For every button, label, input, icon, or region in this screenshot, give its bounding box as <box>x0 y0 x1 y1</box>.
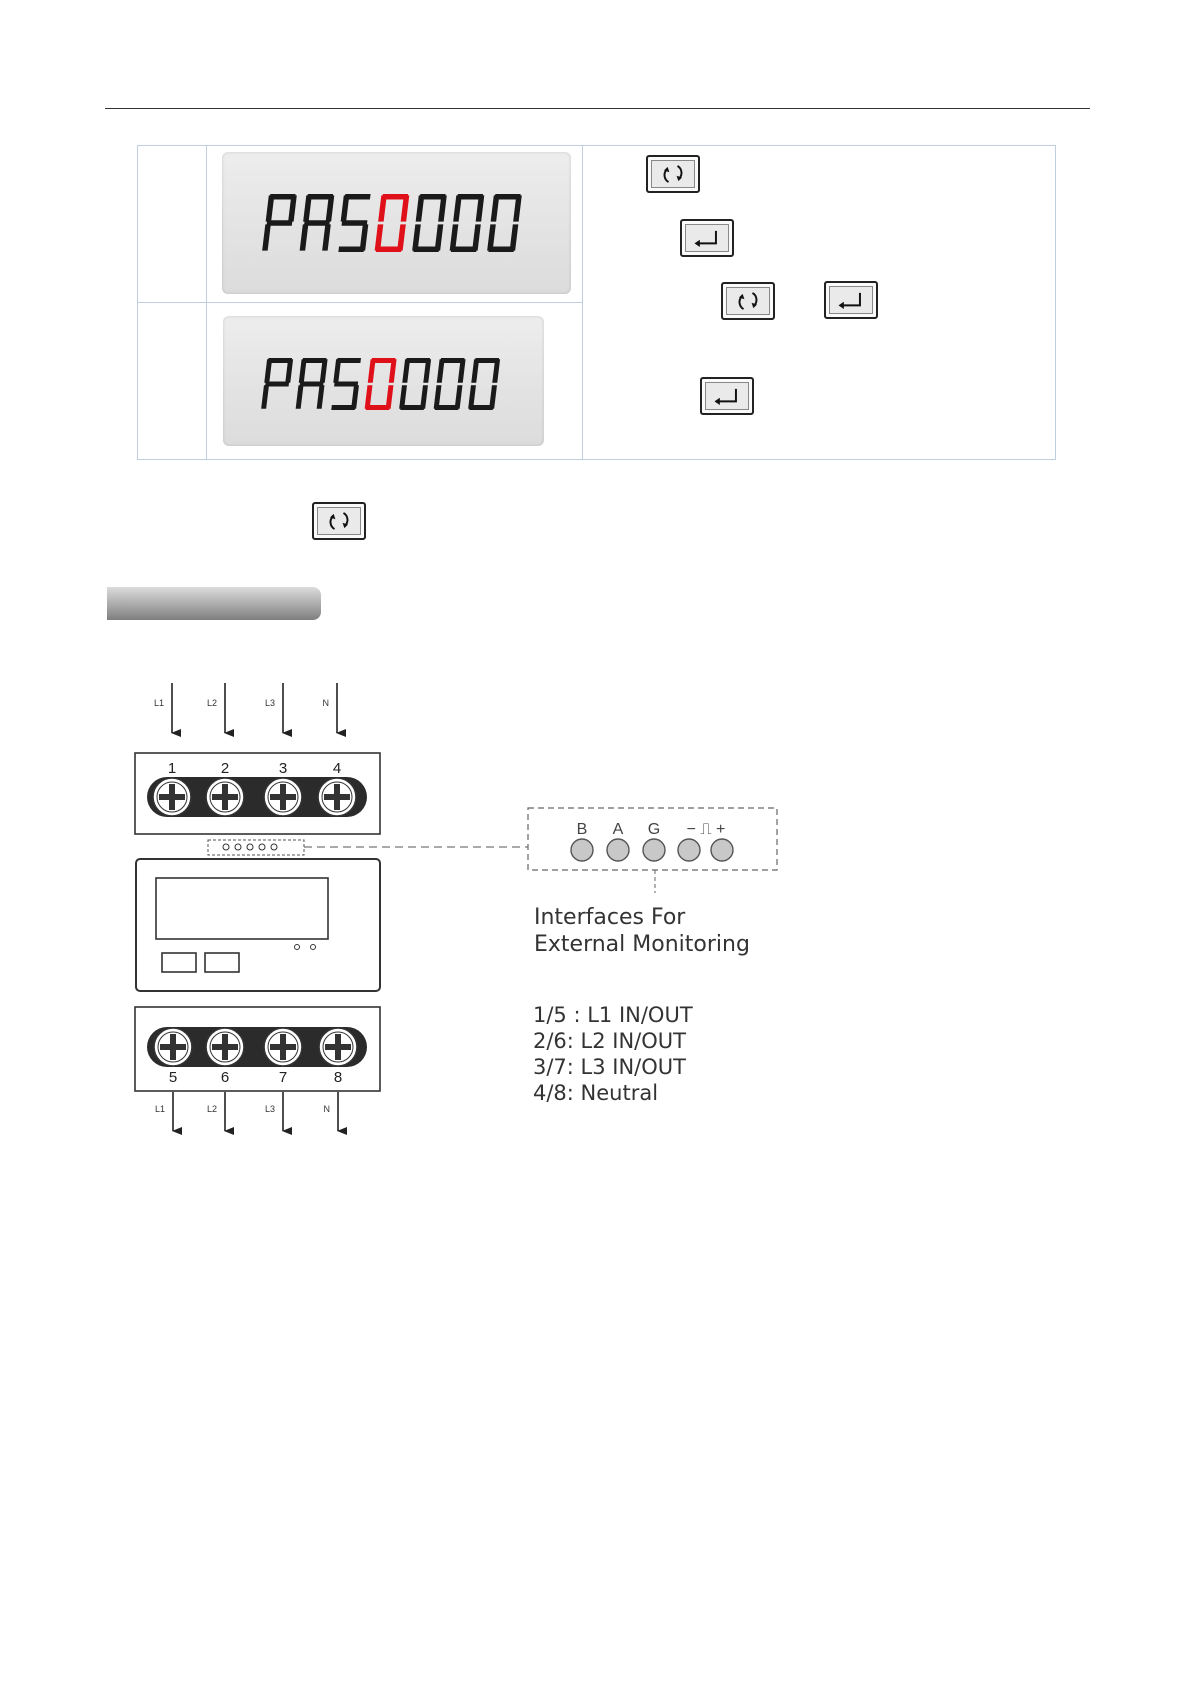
wire-label: L3 <box>264 698 275 708</box>
meter-button <box>162 953 196 972</box>
terminal-number: 8 <box>333 1069 343 1086</box>
terminal-screw <box>318 778 356 816</box>
wire-label: L2 <box>206 1104 217 1114</box>
input-wire <box>323 683 338 733</box>
port-pin <box>643 839 665 861</box>
port-label: A <box>612 821 624 838</box>
port-pin <box>607 839 629 861</box>
port-pin <box>571 839 593 861</box>
legend-line: 4/8: Neutral <box>533 1081 659 1105</box>
terminal-number: 7 <box>278 1069 288 1086</box>
terminal-screw <box>264 1028 302 1066</box>
terminal-screw <box>264 778 302 816</box>
interface-connector <box>208 840 304 855</box>
legend-line: 3/7: L3 IN/OUT <box>533 1055 686 1079</box>
terminal-screw <box>206 1028 244 1066</box>
terminal-screw <box>153 778 191 816</box>
terminal-number: 2 <box>220 760 230 777</box>
output-wires <box>155 1092 338 1131</box>
port-pin <box>711 839 733 861</box>
legend-line: 2/6: L2 IN/OUT <box>533 1029 686 1053</box>
output-wire <box>155 1092 173 1131</box>
port-label: G <box>647 821 661 838</box>
terminal-number: 4 <box>332 760 342 777</box>
interfaces-caption: Interfaces For External Monitoring <box>534 905 750 957</box>
wire-label: L1 <box>154 1104 165 1114</box>
terminal-number: 1 <box>167 760 177 777</box>
terminal-number: 6 <box>220 1069 230 1086</box>
input-wire <box>207 683 225 733</box>
terminal-number: 3 <box>278 760 288 777</box>
port-label: − ⎍ + <box>686 821 726 838</box>
terminal-screw <box>154 1028 192 1066</box>
meter-button <box>205 953 239 972</box>
input-wire <box>265 683 283 733</box>
terminal-screw <box>319 1028 357 1066</box>
output-wire <box>324 1092 339 1131</box>
output-wire <box>265 1092 283 1131</box>
wire-label: N <box>322 698 329 708</box>
output-wire <box>207 1092 225 1131</box>
meter-led <box>295 945 300 950</box>
terminal-number: 5 <box>168 1069 178 1086</box>
legend-line: 1/5 : L1 IN/OUT <box>533 1003 693 1027</box>
wire-label: L1 <box>153 698 164 708</box>
port-label: B <box>576 821 588 838</box>
input-wires <box>154 683 337 733</box>
meter-led <box>311 945 316 950</box>
wire-label: L2 <box>206 698 217 708</box>
wire-label: N <box>323 1104 330 1114</box>
terminal-screw <box>206 778 244 816</box>
meter-display <box>156 878 328 939</box>
wire-label: L3 <box>264 1104 275 1114</box>
input-wire <box>154 683 172 733</box>
port-pin <box>678 839 700 861</box>
